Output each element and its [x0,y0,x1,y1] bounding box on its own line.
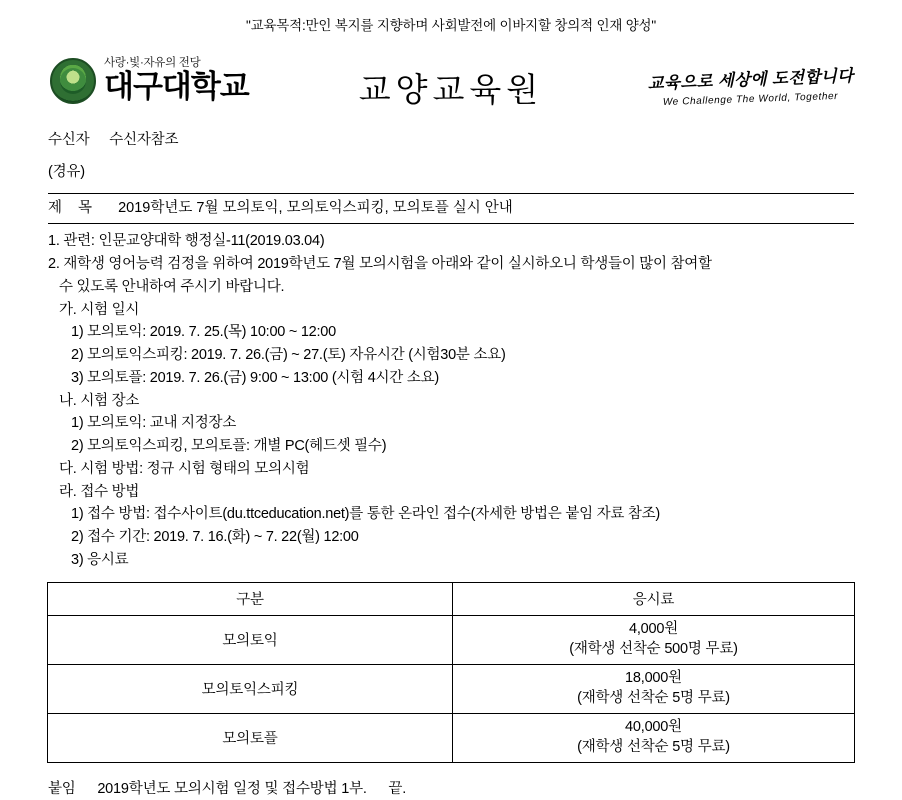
subject-row [48,193,854,225]
table-cell-category: 모의토익스피킹 [48,664,453,713]
document-content [48,231,854,571]
brand-slogan-english: We Challenge The World, Together [643,90,858,108]
table-header-category: 구분 [48,582,453,615]
document-footer-wrap [0,779,902,800]
end-mark: 끝. [388,781,406,797]
attachment-row [48,779,854,800]
recipient-row [48,130,854,152]
attachment-text: 2019학년도 모의시험 일정 및 접수방법 1부. [97,781,366,797]
content-line-2: 2. 재학생 영어능력 검정을 위하여 2019학년도 7월 모의시험을 아래와 같이 실시하오니 학생들이 많이 참여할 [48,254,854,276]
content-line-9: 2) 모의토익스피킹, 모의토플: 개별 PC(헤드셋 필수) [48,436,854,458]
content-line-1: 1. 관련: 인문교양대학 행정실-11(2019.03.04) [48,231,854,253]
content-line-4: 1) 모의토익: 2019. 7. 25.(목) 10:00 ~ 12:00 [48,322,854,344]
recipient-value: 수신자참조 [109,132,178,148]
university-brand-slogan [643,66,858,105]
table-header-row [48,582,855,615]
content-line-11: 라. 접수 방법 [48,482,854,504]
content-line-6: 3) 모의토플: 2019. 7. 26.(금) 9:00 ~ 13:00 (시험 4시간 소요) [48,368,854,390]
document-header [0,42,902,120]
via-row [48,162,854,184]
document-slogan: "교육목적:만인 복지를 지향하며 사회발전에 이바지할 창의적 인재 양성" [0,0,902,34]
content-line-10: 다. 시험 방법: 정규 시험 형태의 모의시험 [48,459,854,481]
attachment-label: 붙임 [48,781,76,797]
document-body [0,130,902,572]
fee-note: (재학생 선착순 5명 무료) [455,689,852,709]
content-line-12: 1) 접수 방법: 접수사이트(du.ttceducation.net)를 통한 온라인 접수(자세한 방법은 붙임 자료 참조) [48,504,854,526]
table-header-fee: 응시료 [453,582,855,615]
table-row [48,615,855,664]
table-cell-fee [453,615,855,664]
subject-label: 제 목 [48,200,98,216]
content-line-13: 2) 접수 기간: 2019. 7. 16.(화) ~ 7. 22(월) 12:00 [48,527,854,549]
table-cell-category: 모의토플 [48,713,453,762]
fee-note: (재학생 선착순 500명 무료) [455,640,852,660]
content-line-7: 나. 시험 장소 [48,391,854,413]
table-cell-category: 모의토익 [48,615,453,664]
recipient-label: 수신자 [48,132,89,148]
department-title: 교양교육원 [0,64,902,111]
table-cell-fee [453,713,855,762]
content-line-5: 2) 모의토익스피킹: 2019. 7. 26.(금) ~ 27.(토) 자유시간 (시험30분 소요) [48,345,854,367]
university-logo-name: 대구대학교 [104,71,249,104]
table-cell-fee [453,664,855,713]
content-line-14: 3) 응시료 [48,550,854,572]
brand-slogan-korean: 교육으로 세상에 도전합니다 [643,62,859,94]
fee-note: (재학생 선착순 5명 무료) [455,738,852,758]
table-row [48,713,855,762]
university-logo-subtitle: 사랑·빛·자유의 전당 [104,54,249,70]
table-row [48,664,855,713]
via-label: (경유) [48,164,85,180]
content-line-2-continued: 수 있도록 안내하여 주시기 바랍니다. [48,277,854,299]
fee-amount: 18,000원 [455,669,852,689]
fee-amount: 4,000원 [455,620,852,640]
content-line-8: 1) 모의토익: 교내 지정장소 [48,413,854,435]
content-line-3: 가. 시험 일시 [48,300,854,322]
fee-amount: 40,000원 [455,718,852,738]
fee-table [47,582,855,763]
subject-value: 2019학년도 7월 모의토익, 모의토익스피킹, 모의토플 실시 안내 [118,200,513,216]
